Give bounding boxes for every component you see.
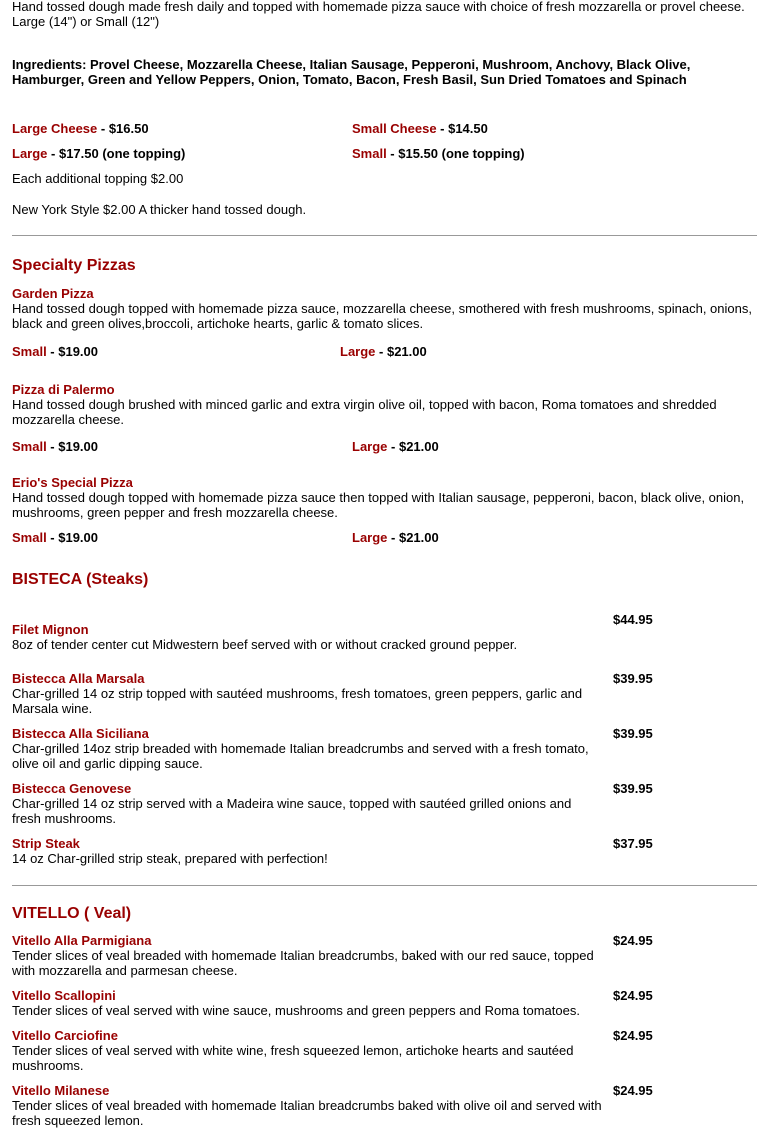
menu-item-price: $24.95: [613, 1083, 653, 1098]
small-one-topping-line: [352, 146, 525, 161]
small-price-line: [12, 530, 98, 545]
pizza-intro: Hand tossed dough made fresh daily and topped with homemade pizza sauce with choice of fresh mozzarella or provel cheese. Large (14") or Small (12"): [12, 0, 745, 29]
menu-item-name: Bistecca Alla Marsala: [12, 671, 145, 686]
menu-item-name: Vitello Scallopini: [12, 988, 116, 1003]
size-label: Large: [340, 344, 376, 359]
section-divider: [12, 235, 757, 236]
menu-item-price: $24.95: [613, 933, 653, 948]
menu-item-price: $44.95: [613, 612, 653, 627]
large-price-line: [340, 344, 427, 359]
small-price-line: [12, 344, 98, 359]
menu-item-desc: Char-grilled 14 oz strip served with a Madeira wine sauce, topped with sautéed grilled onions and fresh mushrooms.: [12, 796, 572, 826]
size-price: - $21.00: [387, 439, 439, 454]
menu-item-name: Vitello Milanese: [12, 1083, 110, 1098]
menu-item-desc: Char-grilled 14 oz strip topped with sautéed mushrooms, fresh tomatoes, green peppers, garlic and Marsala wine.: [12, 686, 583, 716]
menu-item-price: $24.95: [613, 988, 653, 1003]
large-cheese-line: [12, 121, 149, 136]
small-one-label: Small: [352, 146, 387, 161]
pizza-ingredients: Ingredients: Provel Cheese, Mozzarella Cheese, Italian Sausage, Pepperoni, Mushroom, Anchovy, Black Olive, Hamburger, Green and Yellow Peppers, Onion, Tomato, Bacon, Fresh Basil, Sun Dried Tomatoes and Spinach: [12, 57, 691, 87]
menu-item-price: $39.95: [613, 671, 653, 686]
menu-item-desc: Tender slices of veal served with white wine, fresh squeezed lemon, artichoke hearts and sautéed mushrooms.: [12, 1043, 574, 1073]
size-label: Small: [12, 344, 47, 359]
size-label: Small: [12, 439, 47, 454]
menu-item-name: Erio's Special Pizza: [12, 475, 133, 490]
large-one-label: Large: [12, 146, 48, 161]
menu-item-name: Vitello Alla Parmigiana: [12, 933, 152, 948]
menu-item-desc: Tender slices of veal breaded with homemade Italian breadcrumbs, baked with our red sauce, topped with mozzarella and parmesan cheese.: [12, 948, 594, 978]
additional-topping-note: Each additional topping $2.00: [12, 171, 184, 186]
menu-item-desc: Tender slices of veal served with wine sauce, mushrooms and green peppers and Roma tomatoes.: [12, 1003, 580, 1018]
large-one-price: - $17.50 (one topping): [47, 146, 186, 161]
menu-item-price: $24.95: [613, 1028, 653, 1043]
small-one-price: - $15.50 (one topping): [386, 146, 525, 161]
size-label: Small: [12, 530, 47, 545]
specialty-title: Specialty Pizzas: [12, 257, 136, 274]
menu-item-price: $37.95: [613, 836, 653, 851]
small-cheese-line: [352, 121, 488, 136]
menu-item-name: Strip Steak: [12, 836, 80, 851]
menu-item-desc: Hand tossed dough brushed with minced garlic and extra virgin olive oil, topped with bacon, Roma tomatoes and shredded mozzarella cheese.: [12, 397, 717, 427]
small-cheese-price: - $14.50: [436, 121, 488, 136]
menu-item-desc: Hand tossed dough topped with homemade pizza sauce then topped with Italian sausage, pepperoni, bacon, black olive, onion, mushrooms, green pepper and fresh mozzarella cheese.: [12, 490, 745, 520]
large-cheese-price: - $16.50: [97, 121, 149, 136]
menu-item-name: Garden Pizza: [12, 286, 94, 301]
menu-item-price: $39.95: [613, 726, 653, 741]
menu-item-name: Filet Mignon: [12, 622, 89, 637]
size-label: Large: [352, 439, 388, 454]
menu-item-price: $39.95: [613, 781, 653, 796]
large-one-topping-line: [12, 146, 185, 161]
size-price: - $19.00: [46, 439, 99, 454]
menu-item-desc: Tender slices of veal breaded with homemade Italian breadcrumbs baked with olive oil and served with fresh squeezed lemon.: [12, 1098, 602, 1128]
ny-style-note: New York Style $2.00 A thicker hand tossed dough.: [12, 202, 307, 217]
menu-item-name: Pizza di Palermo: [12, 382, 115, 397]
menu-item-name: Bistecca Genovese: [12, 781, 132, 796]
menu-item-desc: Char-grilled 14oz strip breaded with homemade Italian breadcrumbs and served with a fresh tomato, olive oil and garlic dipping sauce.: [12, 741, 589, 771]
menu-item-desc: 8oz of tender center cut Midwestern beef served with or without cracked ground pepper.: [12, 637, 518, 652]
size-price: - $19.00: [46, 530, 99, 545]
menu-item-desc: 14 oz Char-grilled strip steak, prepared with perfection!: [12, 851, 328, 866]
small-price-line: [12, 439, 98, 454]
vitello-title: VITELLO ( Veal): [12, 905, 132, 922]
size-price: - $19.00: [46, 344, 99, 359]
size-label: Large: [352, 530, 388, 545]
menu-item-name: Vitello Carciofine: [12, 1028, 118, 1043]
menu-item-name: Bistecca Alla Siciliana: [12, 726, 149, 741]
large-price-line: [352, 439, 439, 454]
size-price: - $21.00: [375, 344, 427, 359]
large-price-line: [352, 530, 439, 545]
section-divider: [12, 885, 757, 886]
small-cheese-label: Small Cheese: [352, 121, 437, 136]
large-cheese-label: Large Cheese: [12, 121, 98, 136]
menu-item-desc: Hand tossed dough topped with homemade pizza sauce, mozzarella cheese, smothered with fresh mushrooms, spinach, onions, black and green olives,broccoli, artichoke hearts, garlic & tomato slices.: [12, 301, 752, 331]
bistecca-title: BISTECA (Steaks): [12, 571, 149, 588]
size-price: - $21.00: [387, 530, 439, 545]
